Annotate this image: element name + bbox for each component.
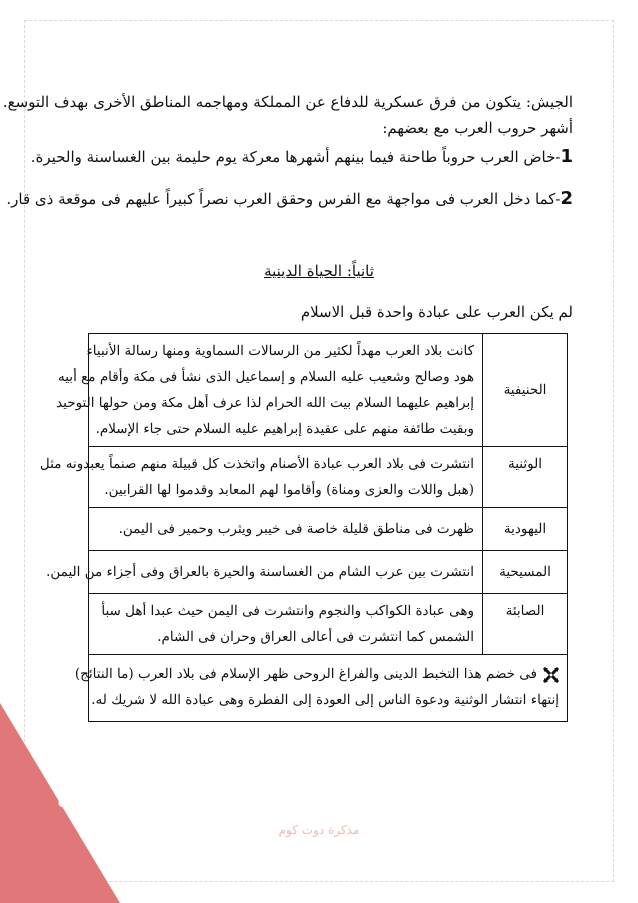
result-line: إنتهاء انتشار الوثنية ودعوة الناس إلى العودة إلى الفطرة وهى عبادة الله لا شريك له. — [91, 692, 559, 708]
religion-name: المسيحية — [483, 551, 568, 594]
religion-name: الوثنية — [483, 447, 568, 508]
section-title-text: ثانياً: الحياة الدينية — [264, 262, 374, 280]
description-line: انتشرت فى بلاد العرب عبادة الأصنام واتخذت كل قبيلة منهم صنماً يعبدونه مثل — [39, 456, 474, 472]
religion-description — [89, 594, 483, 655]
war-number-1: 1 — [560, 146, 573, 167]
war-item-2 — [6, 189, 573, 209]
description-line: (هبل واللات والعزى ومناة) وأقاموا لهم المعابد وقدموا لها القرابين. — [104, 482, 474, 498]
religion-name: الحنيفية — [483, 334, 568, 447]
war-number-2: 2 — [560, 188, 573, 209]
wars-heading: أشهر حروب العرب مع بعضهم: — [382, 119, 573, 137]
result-line — [74, 661, 559, 687]
religion-description — [89, 508, 483, 551]
description-line: الشمس كما انتشرت فى أعالى العراق وحران فى الشام. — [157, 629, 474, 645]
section-title — [0, 262, 638, 280]
religion-description — [56, 334, 483, 447]
cross-arrows-icon — [543, 667, 559, 683]
war-text-2: -كما دخل العرب فى مواجهة مع الفرس وحقق العرب نصراً كبيراً عليهم فى موقعة ذى قار. — [6, 190, 561, 208]
result-text: فى خضم هذا التخبط الدينى والفراغ الروحى ظهر الإسلام فى بلاد العرب (ما النتائج) — [74, 666, 537, 682]
page-number: 85 — [57, 788, 85, 813]
description-line: إبراهيم عليهما السلام بيت الله الحرام لذا عرف أهل مكة ومن حولها التوحيد — [56, 395, 474, 411]
war-text-1: -خاض العرب حروباً طاحنة فيما بينهم أشهرها معركة يوم حليمة بين الغساسنة والحيرة. — [30, 148, 561, 166]
table-row — [89, 551, 568, 594]
footer-watermark: مذكرة دوت كوم — [278, 823, 360, 837]
description-line: وبقيت طائفة منهم على عقيدة إبراهيم عليه السلام حتى جاء الإسلام. — [95, 421, 474, 437]
religion-description — [39, 447, 483, 508]
religion-name: الصابئة — [483, 594, 568, 655]
religion-name: اليهودية — [483, 508, 568, 551]
army-paragraph: الجيش: يتكون من فرق عسكرية للدفاع عن المملكة ومهاجمه المناطق الأخرى بهدف التوسع. — [2, 93, 573, 111]
description-line: ظهرت فى مناطق قليلة خاصة فى خيبر ويثرب وحمير فى اليمن. — [118, 521, 474, 537]
table-row — [89, 334, 568, 447]
table-row — [89, 594, 568, 655]
religions-table — [39, 333, 568, 722]
description-line: وهى عبادة الكواكب والنجوم وانتشرت فى اليمن حيث عبدا أهل سبأ — [101, 603, 474, 619]
description-line: كانت بلاد العرب مهداً لكثير من الرسالات السماوية ومنها رسالة الأنبياء — [86, 343, 474, 359]
table-row — [89, 508, 568, 551]
table-row — [89, 447, 568, 508]
description-line: انتشرت بين عرب الشام من الغساسنة والحيرة بالعراق وفى أجزاء من اليمن. — [46, 564, 474, 580]
war-item-1 — [31, 147, 573, 167]
intro-paragraph: لم يكن العرب على عبادة واحدة قبل الاسلام — [300, 303, 573, 321]
result-cell — [74, 655, 568, 722]
religion-description — [46, 551, 483, 594]
table-row — [89, 655, 568, 722]
description-line: هود وصالح وشعيب عليه السلام و إسماعيل الذى نشأ فى مكة وأقام مع أبيه — [58, 369, 474, 385]
